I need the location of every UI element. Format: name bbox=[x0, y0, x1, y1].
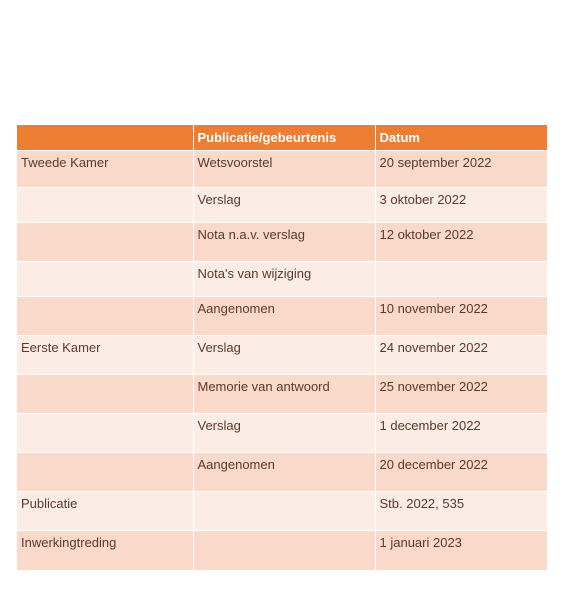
table-row bbox=[17, 262, 547, 297]
cell-date: 12 oktober 2022 bbox=[375, 223, 547, 262]
cell-event: Aangenomen bbox=[193, 453, 375, 492]
cell-event: Memorie van antwoord bbox=[193, 375, 375, 414]
cell-date: 25 november 2022 bbox=[375, 375, 547, 414]
table-row bbox=[17, 414, 547, 453]
cell-chamber bbox=[17, 453, 193, 492]
cell-date: 1 december 2022 bbox=[375, 414, 547, 453]
table-header-row bbox=[17, 125, 547, 151]
table-row bbox=[17, 223, 547, 262]
cell-event: Nota's van wijziging bbox=[193, 262, 375, 297]
cell-date: 3 oktober 2022 bbox=[375, 188, 547, 223]
header-date: Datum bbox=[375, 125, 547, 151]
cell-date: 10 november 2022 bbox=[375, 297, 547, 336]
cell-date: 20 december 2022 bbox=[375, 453, 547, 492]
cell-date: 1 januari 2023 bbox=[375, 531, 547, 570]
cell-chamber: Eerste Kamer bbox=[17, 336, 193, 375]
table-row bbox=[17, 151, 547, 188]
cell-chamber: Inwerkingtreding bbox=[17, 531, 193, 570]
table-row bbox=[17, 492, 547, 531]
header-publication-event: Publicatie/gebeurtenis bbox=[193, 125, 375, 151]
header-chamber bbox=[17, 125, 193, 151]
table-row bbox=[17, 188, 547, 223]
cell-chamber bbox=[17, 375, 193, 414]
cell-event: Aangenomen bbox=[193, 297, 375, 336]
table-row bbox=[17, 453, 547, 492]
cell-chamber bbox=[17, 188, 193, 223]
cell-chamber bbox=[17, 297, 193, 336]
cell-chamber bbox=[17, 223, 193, 262]
cell-chamber: Publicatie bbox=[17, 492, 193, 531]
cell-date: Stb. 2022, 535 bbox=[375, 492, 547, 531]
table-row bbox=[17, 531, 547, 570]
cell-event bbox=[193, 492, 375, 531]
cell-event: Verslag bbox=[193, 414, 375, 453]
cell-event: Wetsvoorstel bbox=[193, 151, 375, 188]
cell-event: Verslag bbox=[193, 188, 375, 223]
cell-chamber: Tweede Kamer bbox=[17, 151, 193, 188]
cell-event: Verslag bbox=[193, 336, 375, 375]
table-row bbox=[17, 375, 547, 414]
cell-event bbox=[193, 531, 375, 570]
table-row bbox=[17, 297, 547, 336]
cell-date: 20 september 2022 bbox=[375, 151, 547, 188]
cell-chamber bbox=[17, 414, 193, 453]
cell-event: Nota n.a.v. verslag bbox=[193, 223, 375, 262]
cell-date bbox=[375, 262, 547, 297]
cell-chamber bbox=[17, 262, 193, 297]
table-row bbox=[17, 336, 547, 375]
cell-date: 24 november 2022 bbox=[375, 336, 547, 375]
legislative-timeline-table bbox=[17, 125, 547, 570]
